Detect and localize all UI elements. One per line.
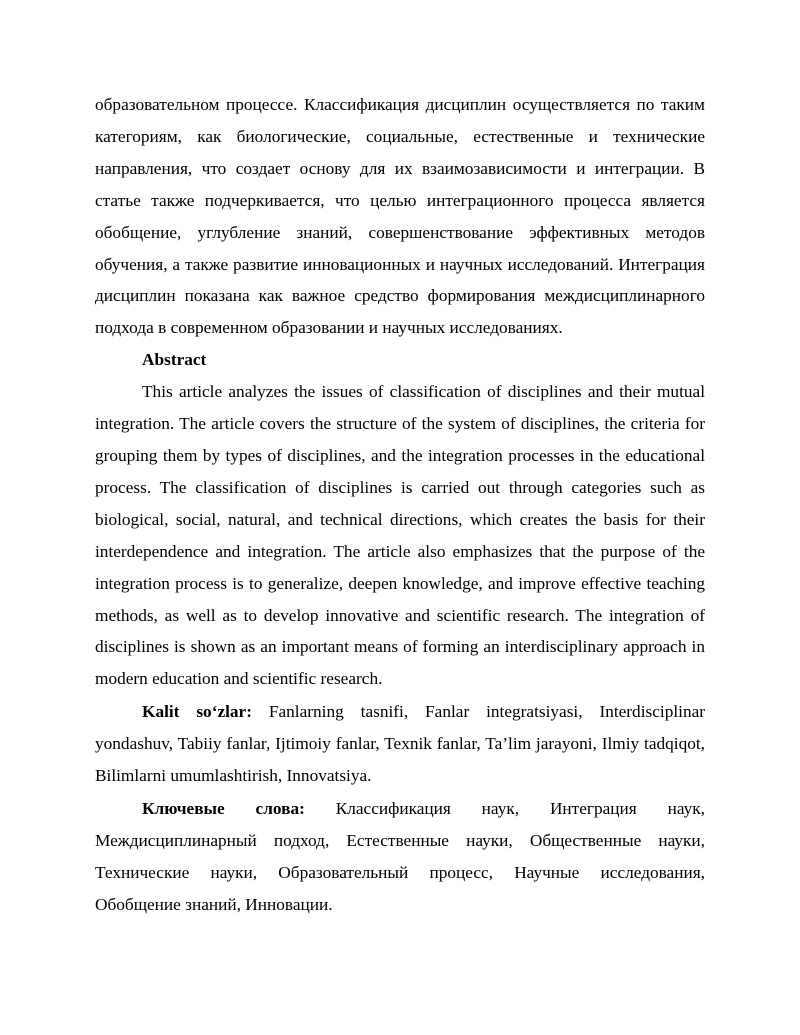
document-page xyxy=(95,89,705,921)
abstract-text: This article analyzes the issues of classification of disciplines and their mutual integration. The article covers the structure of the system of disciplines, the criteria for grouping them by types of disciplines, and the integration processes in the educational process. The classification of disciplines is carried out through categories such as biological, social, natural, and technical directions, which creates the basis for their interdependence and integration. The article also emphasizes that the purpose of the integration process is to generalize, deepen knowledge, and improve effective teaching methods, as well as to develop innovative and scientific research. The integration of disciplines is shown as an important means of forming an interdisciplinary approach in modern education and scientific research. xyxy=(95,382,705,689)
russian-abstract-continuation: образовательном процессе. Классификация дисциплин осуществляется по таким категориям, как биологические, социальные, естественные и технические направления, что создает основу для их взаимозависимости и интеграции. В статье также подчеркивается, что целью интеграционного процесса является обобщение, углубление знаний, совершенствование эффективных методов обучения, а также развитие инновационных и научных исследований. Интеграция дисциплин показана как важное средство формирования междисциплинарного подхода в современном образовании и научных исследованиях. xyxy=(95,95,705,338)
keywords-russian-text: Классификация наук, Интеграция наук, Междисциплинарный подход, Естественные науки, Общественные науки, Технические науки, Образовательный процесс, Научные исследования, Обобщение знаний, Инновации. xyxy=(95,799,705,915)
keywords-russian xyxy=(95,793,705,921)
keywords-uzbek xyxy=(95,696,705,792)
keywords-uzbek-label: Kalit so‘zlar: xyxy=(142,702,252,722)
abstract-heading: Abstract xyxy=(142,350,207,370)
keywords-uzbek-text: Fanlarning tasnifi, Fanlar integratsiyasi, Interdisciplinar yondashuv, Tabiiy fanlar, Ijtimoiy fanlar, Texnik fanlar, Ta’lim jarayoni, Ilmiy tadqiqot, Bilimlarni umumlashtirish, Innovatsiya. xyxy=(95,702,706,786)
keywords-russian-label: Ключевые слова: xyxy=(142,799,305,819)
